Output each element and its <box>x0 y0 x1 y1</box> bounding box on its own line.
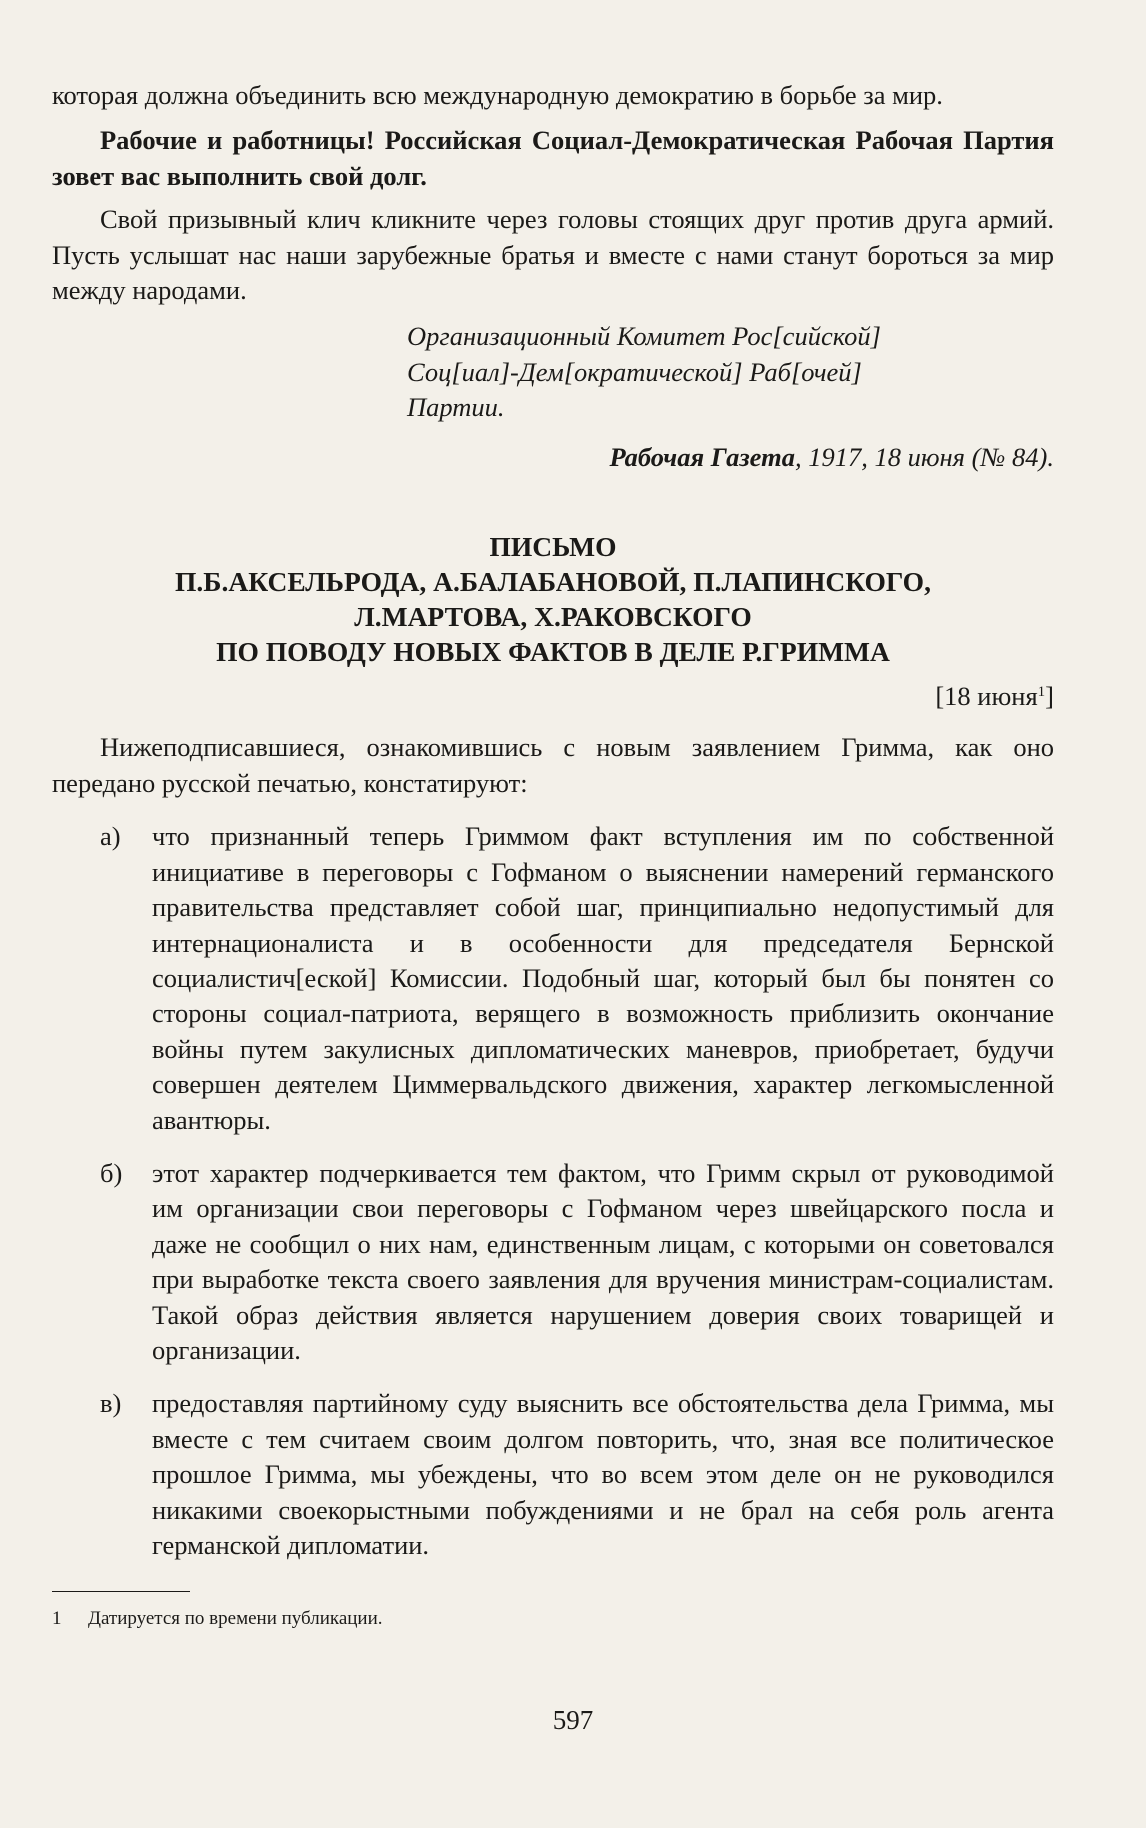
list-item-b <box>52 1156 1054 1368</box>
letter-date-close: ] <box>1045 681 1054 712</box>
opening-paragraph: которая должна объединить всю международную демократию в борьбе за мир. <box>52 80 943 110</box>
letter-date-text: [18 июня <box>935 681 1038 712</box>
letter-title-line-1: ПИСЬМО <box>489 531 617 563</box>
letter-intro: Нижеподписавшиеся, ознакомившись с новым заявлением Гримма, как оно передано русской печатью, констатируют: <box>52 732 1054 798</box>
footnote <box>52 1606 1054 1632</box>
footnote-text: Датируется по времени публикации. <box>88 1608 383 1630</box>
list-item-c <box>52 1386 1054 1563</box>
list-item-text: предоставляя партийному суду выяснить все обстоятельства дела Гримма, мы вместе с тем считаем своим долгом повторить, что, зная все политическое прошлое Гримма, мы убеждены, что во всем этом деле он не руководился никакими своекорыстными побуждениями и не брал на себя роль агента германской дипломатии. <box>152 1388 1054 1560</box>
source-details: , 1917, 18 июня (№ 84). <box>794 441 1054 472</box>
letter-title-line-4: ПО ПОВОДУ НОВЫХ ФАКТОВ В ДЕЛЕ Р.ГРИММА <box>216 636 890 668</box>
list-item-text: этот характер подчеркивается тем фактом, что Гримм скрыл от руководимой им организации свои переговоры с Гофманом через швейцарского посла и даже не сообщил о них нам, единственным лицам, с которыми он советовался при выработке текста своего заявления для вручения министрам-социалистам. Такой образ действия является нарушением доверия своих товарищей и организации. <box>152 1157 1054 1365</box>
list-item-label: а) <box>100 821 121 852</box>
signature-line-3: Партии. <box>407 392 505 423</box>
list-item-a <box>52 819 1054 1138</box>
signature-line-1: Организационный Комитет Рос[сийской] <box>407 321 881 352</box>
letter-date <box>52 679 1054 714</box>
footnote-number: 1 <box>52 1608 62 1630</box>
source-paper-name: Рабочая Газета <box>609 441 795 472</box>
footnote-mark: 1 <box>1037 684 1046 701</box>
footnote-divider <box>52 1591 190 1592</box>
letter-title <box>52 529 1054 669</box>
list-item-text: что признанный теперь Гриммом факт вступления им по собственной инициативе в переговоры с Гофманом о выяснении намерений германского правительства представляет собой шаг, принципиально недопустимый для интернационалиста и в особенности для председателя Бернской социалистич[еской] Комиссии. Подобный шаг, который был бы понятен со стороны социал-патриота, верящего в возможность приблизить окончание войны путем закулисных дипломатических маневров, приобретает, будучи совершен деятелем Циммервальдского движения, характер легкомысленной авантюры. <box>152 821 1054 1135</box>
list-item-label: в) <box>100 1388 122 1419</box>
appeal-bold-paragraph: Рабочие и работницы! Российская Социал-Демократическая Рабочая Партия зовет вас выполнить свой долг. <box>52 125 1054 191</box>
list-item-label: б) <box>100 1157 123 1188</box>
letter-title-line-3: Л.МАРТОВА, Х.РАКОВСКОГО <box>354 601 752 633</box>
page-number: 597 <box>552 1705 594 1735</box>
signature-block <box>52 319 1054 425</box>
letter-title-line-2: П.Б.АКСЕЛЬРОДА, А.БАЛАБАНОВОЙ, П.ЛАПИНСКОГО, <box>175 566 931 598</box>
signature-line-2: Соц[иал]-Дем[ократической] Раб[очей] <box>407 356 862 387</box>
appeal-paragraph: Свой призывный клич кликните через головы стоящих друг против друга армий. Пусть услышат нас наши зарубежные братья и вместе с нами станут бороться за мир между народами. <box>52 204 1054 306</box>
source-citation <box>52 440 1054 475</box>
